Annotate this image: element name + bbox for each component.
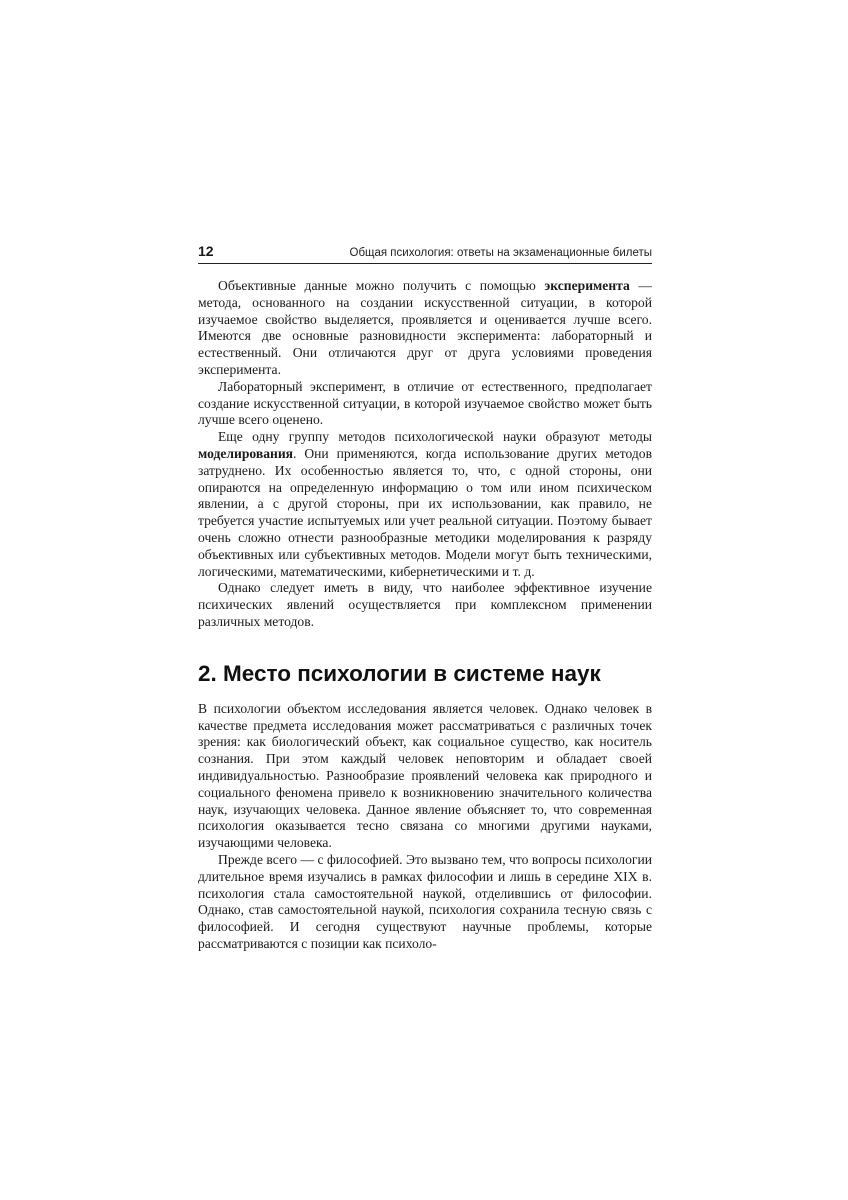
term-modeling: моделирования	[198, 445, 294, 461]
running-head	[198, 243, 652, 264]
body-text	[198, 278, 652, 953]
section-heading: 2. Место психологии в системе наук	[198, 660, 601, 686]
paragraph: Объективные данные можно получить с помощью эксперимента — метода, основанного на создании искусственной ситуации, в которой изучаемое свойство выделяется, проявляется и оценивается лучше всего. Имеются две основные разновидности эксперимента: лабораторный и естественный. Они отличаются друг от друга условиями проведения эксперимента.	[198, 278, 652, 377]
page-number: 12	[198, 243, 214, 259]
term-experiment: эксперимента	[544, 278, 630, 293]
paragraph: Прежде всего — с философией. Это вызвано тем, что вопросы психологии длительное время изучались в рамках философии и лишь в середине XIX в. психология стала самостоятельной наукой, отделившись от философии. Однако, став самостоятельной наукой, психология сохранила тесную связь с философией. И сегодня существуют научные проблемы, которые рассматриваются с позиции как психоло-	[198, 851, 652, 951]
paragraph: В психологии объектом исследования является человек. Однако человек в качестве предмета исследования может рассматриваться с различных точек зрения: как биологический объект, как социальное существо, как носитель сознания. При этом каждый человек неповторим и обладает своей индивидуальностью. Разнообразие проявлений человека как природного и социального феномена привело к возникновению значительного количества наук, изучающих человека. Данное явление объясняет то, что современная психология оказывается тесно связана со многими другими науками, изучающими человека.	[198, 700, 652, 851]
paragraph: Однако следует иметь в виду, что наиболее эффективное изучение психических явлений осуществляется при комплексном применении различных методов.	[198, 580, 652, 629]
paragraph: Лабораторный эксперимент, в отличие от естественного, предполагает создание искусственной ситуации, в которой изучаемое свойство может быть лучше всего оценено.	[198, 378, 652, 428]
running-title: Общая психология: ответы на экзаменационные билеты	[349, 247, 652, 259]
paragraph: Еще одну группу методов психологической науки образуют методы моделирования. Они применяются, когда использование других методов затруднено. Их особенностью является то, что, с одной стороны, они опираются на определенную информацию о том или ином психическом явлении, а с другой стороны, при их использовании, как правило, не требуется участие испытуемых или учет реальной ситуации. Поэтому бывает очень сложно отнести разнообразные методики моделирования к разряду объективных или субъективных методов. Модели могут быть техническими, логическими, математическими, кибернетическими и т. д.	[198, 429, 652, 579]
book-page	[198, 243, 652, 953]
